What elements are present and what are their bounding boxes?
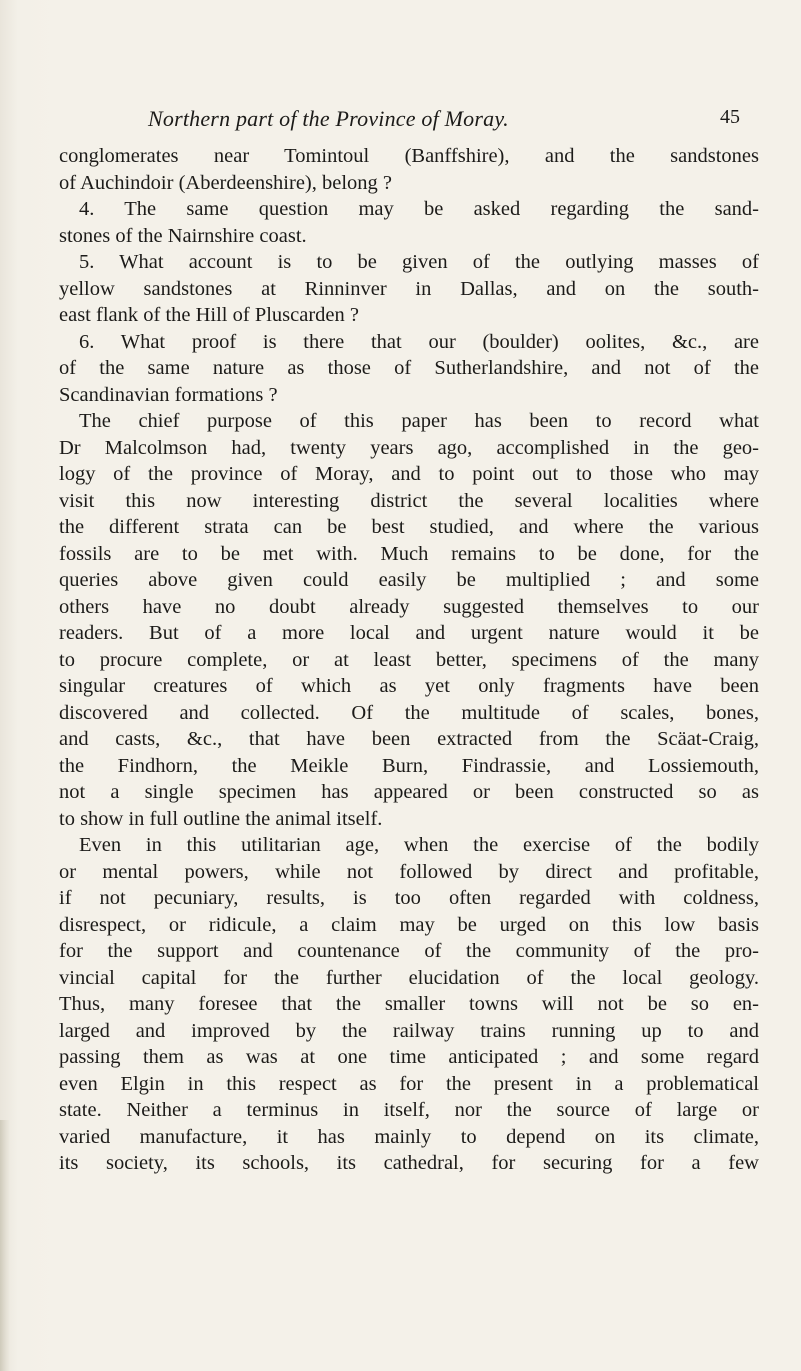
text-line: Scandinavian formations ? [59,383,278,406]
text-line: conglomerates near Tomintoul (Banffshire), and the sandstones [59,145,759,167]
page-header [0,106,801,136]
text-line: east flank of the Hill of Pluscarden ? [59,304,360,326]
text-line: state. Neither a terminus in itself, nor the source of large or [59,1099,759,1121]
text-line: and casts, &c., that have been extracted from the Scäat-Craig, [59,728,759,750]
text-line: 6. What proof is there that our (boulder) oolites, &c., are [79,330,759,353]
text-line: The chief purpose of this paper has been to record what [79,410,759,432]
body-text [59,143,759,1177]
text-line: of the same nature as those of Sutherlandshire, and not of the [59,357,759,379]
text-line: passing them as was at one time anticipated ; and some regard [59,1046,759,1068]
text-line: even Elgin in this respect as for the present in a problematical [59,1072,759,1095]
text-line: not a single specimen has appeared or been constructed so as [59,781,759,803]
text-line: visit this now interesting district the several localities where [59,489,759,512]
text-line: its society, its schools, its cathedral, for securing for a few [59,1152,759,1174]
text-line: Even in this utilitarian age, when the exercise of the bodily [79,834,759,856]
text-line: fossils are to be met with. Much remains to be done, for the [59,542,759,565]
text-line: of Auchindoir (Aberdeenshire), belong ? [59,171,393,194]
text-line: Dr Malcolmson had, twenty years ago, accomplished in the geo- [59,436,759,459]
text-line: the Findhorn, the Meikle Burn, Findrassie, and Lossiemouth, [59,754,759,777]
text-line: for the support and countenance of the community of the pro- [59,940,759,962]
text-line: varied manufacture, it has mainly to depend on its climate, [59,1125,759,1148]
text-line: to show in full outline the animal itself. [59,807,383,830]
text-line: or mental powers, while not followed by direct and profitable, [59,860,759,883]
page-number: 45 [720,106,740,128]
text-line: singular creatures of which as yet only fragments have been [59,675,759,697]
text-line: disrespect, or ridicule, a claim may be urged on this low basis [59,913,759,936]
text-line: others have no doubt already suggested themselves to our [59,595,759,618]
running-head: Northern part of the Province of Moray. [148,106,509,131]
text-line: the different strata can be best studied, and where the various [59,516,759,538]
text-line: vincial capital for the further elucidation of the local geology. [59,966,759,989]
page-edge-shadow [0,1120,10,1371]
text-line: if not pecuniary, results, is too often regarded with coldness, [59,887,759,909]
text-line: stones of the Nairnshire coast. [59,224,307,247]
text-line: yellow sandstones at Rinninver in Dallas, and on the south- [59,277,759,300]
text-line: Thus, many foresee that the smaller towns will not be so en- [59,993,759,1015]
text-line: 4. The same question may be asked regarding the sand- [79,198,759,220]
text-line: logy of the province of Moray, and to point out to those who may [59,463,759,485]
text-line: to procure complete, or at least better, specimens of the many [59,648,759,671]
text-line: 5. What account is to be given of the outlying masses of [79,251,759,273]
text-line: discovered and collected. Of the multitude of scales, bones, [59,701,759,724]
text-line: larged and improved by the railway trains running up to and [59,1019,759,1042]
text-line: queries above given could easily be multiplied ; and some [59,569,759,591]
text-line: readers. But of a more local and urgent nature would it be [59,622,759,644]
